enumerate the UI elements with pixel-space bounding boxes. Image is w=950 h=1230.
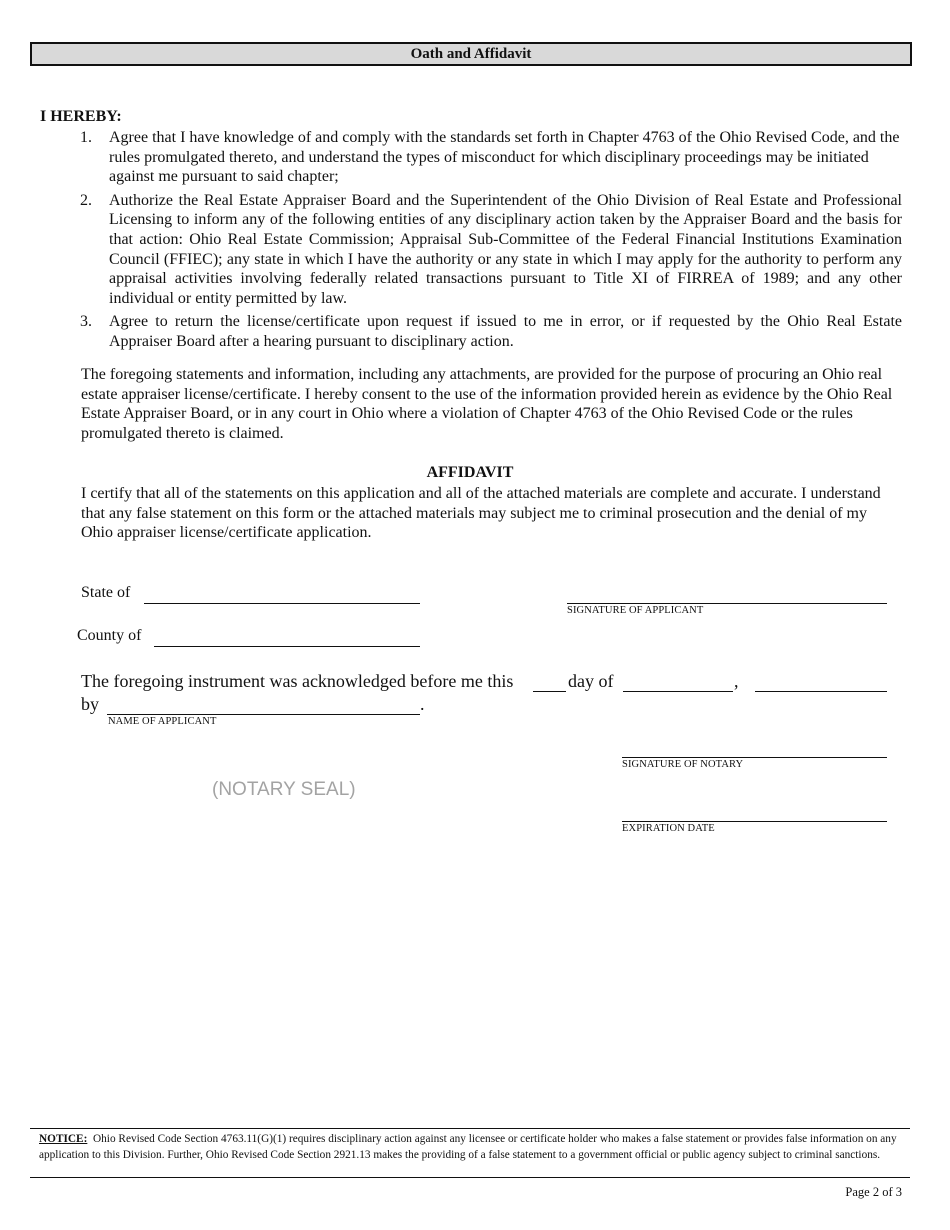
list-item: [80, 312, 902, 351]
page-title: Oath and Affidavit: [410, 46, 532, 62]
month-field[interactable]: [623, 691, 733, 692]
notary-signature-line[interactable]: [622, 757, 887, 758]
list-item-number: 2.: [80, 191, 92, 209]
expiration-date-line[interactable]: [622, 821, 887, 822]
signature-notary-caption: SIGNATURE OF NOTARY: [622, 759, 744, 770]
statement-paragraph: The foregoing statements and information, including any attachments, are provided for the purpose of procuring an Ohio real estate appraiser license/certificate. I hereby consent to the use of the information provided herein as evidence by the Ohio Real Estate Appraiser Board, or in any court in Ohio where a violation of Chapter 4763 of the Ohio Revised Code or the rules promulgated thereto is claimed.: [81, 366, 893, 442]
notice-box: [30, 1128, 910, 1178]
list-item-text: Agree that I have knowledge of and comply with the standards set forth in Chapter 4763 of the Ohio Revised Code, and the rules promulgated thereto, and understand the types of misconduct for which disciplinary proceedings may be initiated against me pursuant to said chapter;: [109, 129, 900, 186]
list-item-number: 3.: [80, 313, 92, 331]
period-mark: .: [420, 694, 425, 714]
comma-separator: ,: [734, 671, 739, 691]
applicant-name-field[interactable]: [107, 714, 420, 715]
acknowledged-text: The foregoing instrument was acknowledged before me this: [81, 671, 514, 691]
day-of-label: day of: [568, 671, 614, 691]
notary-seal-placeholder: (NOTARY SEAL): [212, 779, 356, 800]
notice-text: Ohio Revised Code Section 4763.11(G)(1) requires disciplinary action against any licensee or certificate holder who makes a false statement or provides false information on any application to this Division. Further, Ohio Revised Code Section 2921.13 makes the providing of a false statement to a government official or public agency subject to criminal sanctions.: [39, 1133, 897, 1161]
affidavit-title: AFFIDAVIT: [426, 464, 514, 481]
list-item: [80, 128, 902, 187]
year-field[interactable]: [755, 691, 887, 692]
page-header: [30, 42, 912, 66]
page-number: Page 2 of 3: [845, 1185, 902, 1199]
hereby-heading: I HEREBY:: [40, 108, 122, 125]
by-label: by: [81, 694, 99, 714]
list-item: [80, 191, 902, 309]
expiration-date-caption: EXPIRATION DATE: [622, 823, 715, 834]
list-item-text: Authorize the Real Estate Appraiser Board and the Superintendent of the Ohio Division of Real Estate and Professional Licensing to inform any of the following entities of any disciplinary action taken by the Appraiser Board and the basis for that action: Ohio Real Estate Commission; Appraisal Sub-Committee of the Federal Financial Institutions Examination Council (FFIEC); any state in which I have the authority or any state in which I may apply for the authority to perform any appraisal activities involving federally related transactions pursuant to Title XI of FIRREA of 1989; and any other individual or entity permitted by law.: [109, 191, 902, 307]
applicant-signature-line[interactable]: [567, 603, 887, 604]
county-label: County of: [77, 627, 142, 644]
day-field[interactable]: [533, 691, 566, 692]
state-field[interactable]: [144, 603, 420, 604]
affidavit-text: I certify that all of the statements on this application and all of the attached materials are complete and accurate. I understand that any false statement on this form or the attached materials may subject me to criminal prosecution and the denial of my Ohio appraiser license/certificate application.: [81, 485, 881, 542]
county-field[interactable]: [154, 646, 420, 647]
hereby-list: [80, 128, 902, 356]
list-item-number: 1.: [80, 129, 92, 146]
notice-label: NOTICE:: [39, 1133, 88, 1145]
list-item-text: Agree to return the license/certificate upon request if issued to me in error, or if requested by the Ohio Real Estate Appraiser Board after a hearing pursuant to disciplinary action.: [109, 313, 902, 350]
name-of-applicant-caption: NAME OF APPLICANT: [108, 716, 217, 727]
state-label: State of: [81, 584, 131, 601]
signature-applicant-caption: SIGNATURE OF APPLICANT: [567, 605, 704, 616]
